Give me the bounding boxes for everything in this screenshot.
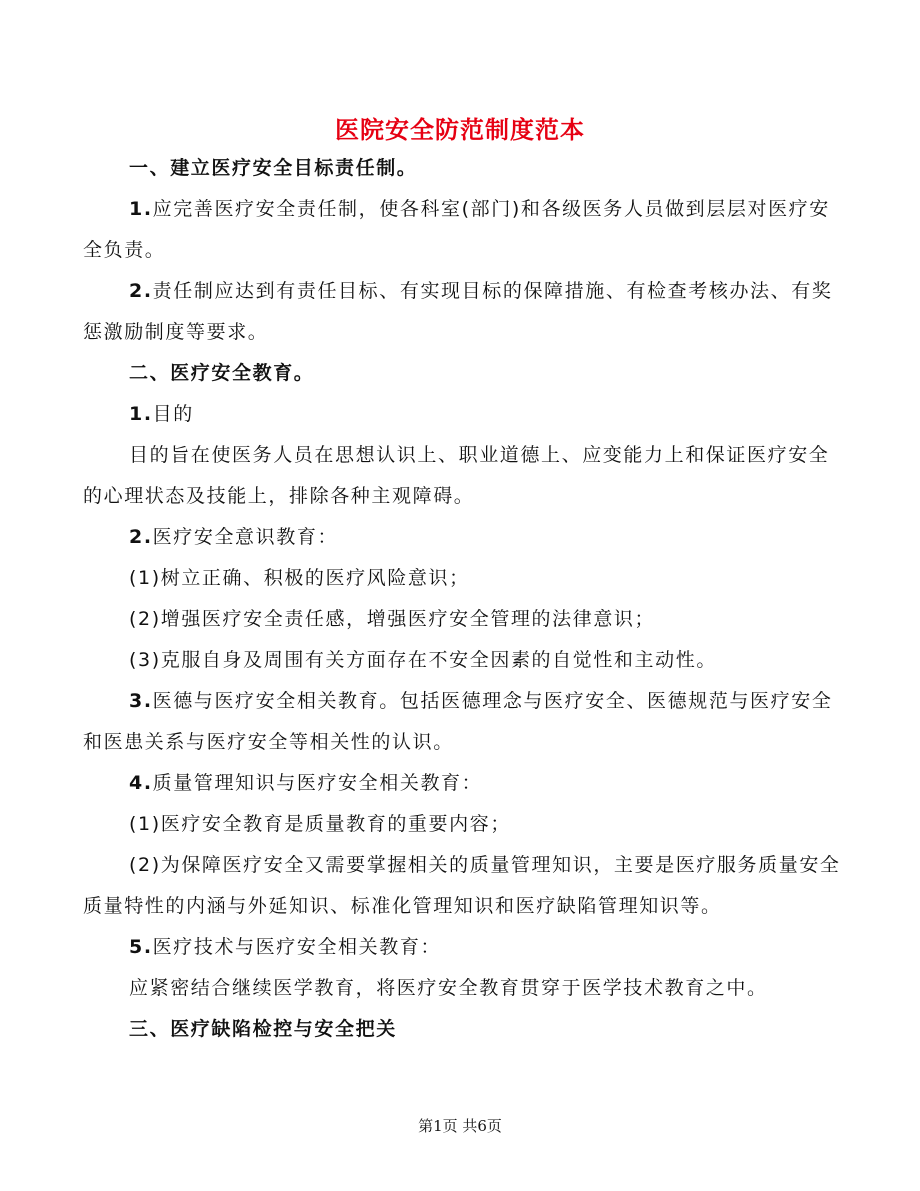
paragraph [83, 189, 843, 271]
paragraph: (3)克服自身及周围有关方面存在不安全因素的自觉性和主动性。 [129, 649, 717, 671]
paragraph-text: 责任制应达到有责任目标、有实现目标的保障措施、有检查考核办法、有奖惩激励制度等要求。 [83, 280, 833, 343]
paragraph: (1)医疗安全教育是质量教育的重要内容； [129, 813, 511, 835]
paragraph-text: 医疗技术与医疗安全相关教育： [152, 936, 442, 958]
paragraph-text: 医德与医疗安全相关教育。包括医德理念与医疗安全、医德规范与医疗安全和医患关系与医疗安全等相关性的认识。 [83, 690, 833, 753]
section-heading: 三、医疗缺陷检控与安全把关 [129, 1018, 397, 1040]
item-number: 2. [129, 526, 153, 548]
paragraph: 应紧密结合继续医学教育，将医疗安全教育贯穿于医学技术教育之中。 [129, 977, 768, 999]
item-number: 1. [129, 403, 153, 425]
paragraph-text: 目的 [152, 403, 194, 425]
paragraph [83, 927, 843, 968]
paragraph: 目的旨在使医务人员在思想认识上、职业道德上、应变能力上和保证医疗安全的心理状态及技能上，排除各种主观障碍。 [83, 444, 830, 507]
paragraph: (1)树立正确、积极的医疗风险意识； [129, 567, 470, 589]
paragraph [83, 271, 843, 353]
paragraph [83, 681, 843, 763]
section-heading: 二、医疗安全教育。 [129, 362, 315, 384]
page-footer: 第1页 共6页 [418, 1117, 502, 1135]
paragraph-text: 医疗安全意识教育： [152, 526, 339, 548]
paragraph: (2)增强医疗安全责任感，增强医疗安全管理的法律意识； [129, 608, 656, 630]
item-number: 3. [129, 690, 153, 712]
paragraph [83, 763, 843, 804]
section-heading: 一、建立医疗安全目标责任制。 [129, 157, 418, 179]
item-number: 5. [129, 936, 153, 958]
page-title: 医院安全防范制度范本 [335, 115, 585, 144]
item-number: 4. [129, 772, 153, 794]
paragraph-text: 应完善医疗安全责任制，使各科室(部门)和各级医务人员做到层层对医疗安全负责。 [83, 198, 830, 261]
paragraph-text: 质量管理知识与医疗安全相关教育： [152, 772, 483, 794]
paragraph [83, 517, 843, 558]
paragraph [83, 394, 843, 435]
item-number: 2. [129, 280, 153, 302]
document-body [83, 148, 843, 1050]
item-number: 1. [129, 198, 153, 220]
paragraph: (2)为保障医疗安全又需要掌握相关的质量管理知识，主要是医疗服务质量安全质量特性的内涵与外延知识、标准化管理知识和医疗缺陷管理知识等。 [83, 854, 841, 917]
